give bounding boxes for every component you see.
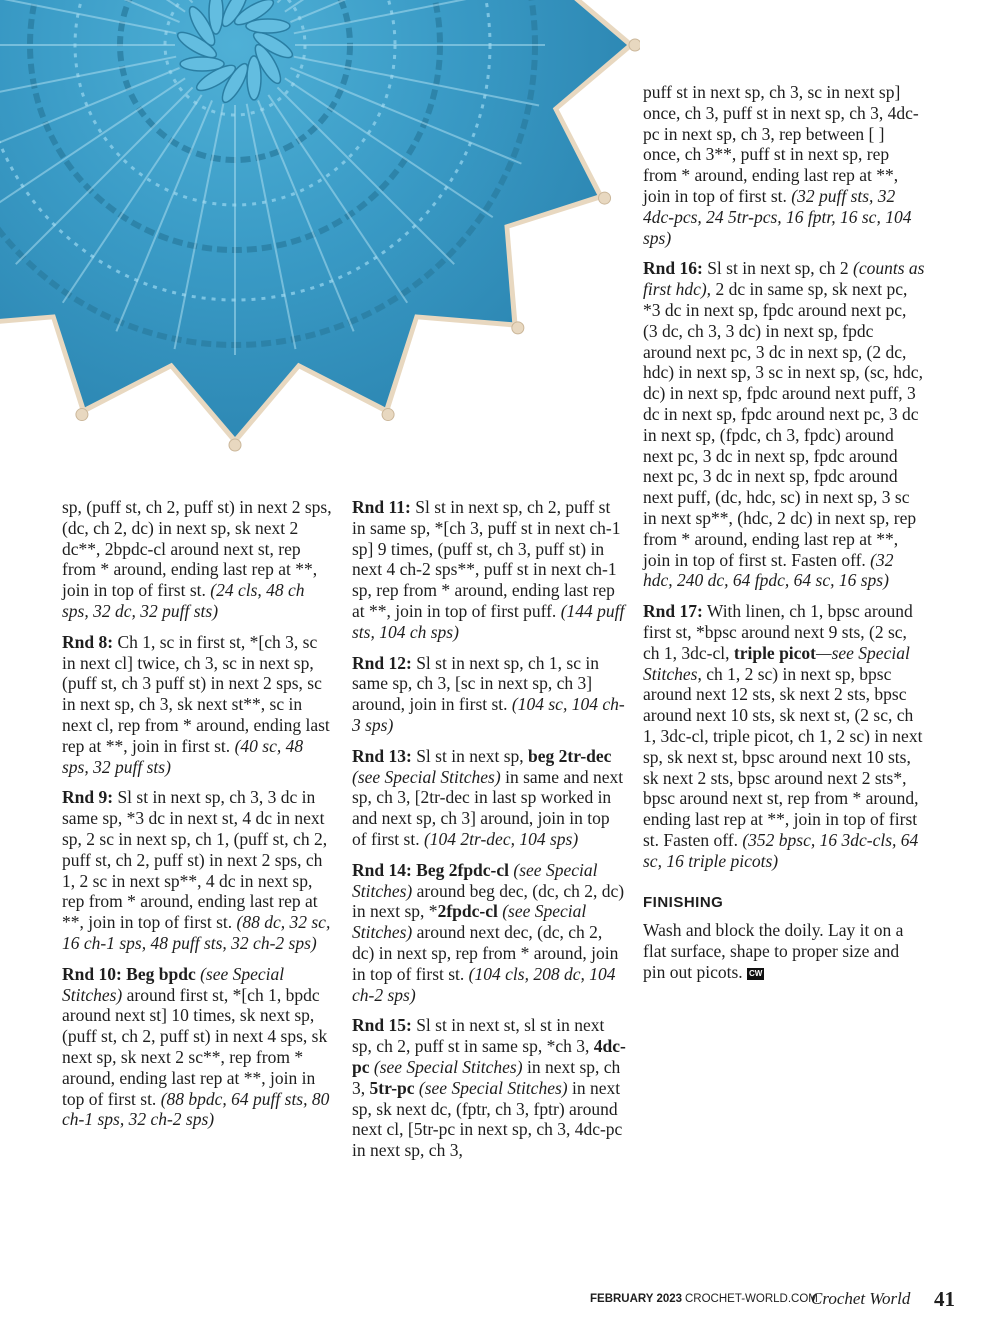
- cw-end-mark-icon: CW: [749, 968, 763, 978]
- triple-picot: [229, 439, 241, 451]
- footer-issue-date: FEBRUARY 2023: [590, 1293, 683, 1305]
- rnd-11: Rnd 11: Sl st in next sp, ch 2, puff st in same sp, *[ch 3, puff st in next ch-1 sp] 9 times, (puff st, ch 3, puff st) in next 4 ch-2 sps**, puff st in next ch-1 sp, rep from * around, ending last rep at **, join in top of first puff. (144 puff sts, 104 ch sps): [352, 497, 625, 642]
- doily-body: [0, 0, 640, 451]
- center-petal: [209, 0, 223, 34]
- triple-picot: [629, 39, 640, 51]
- triple-picot: [512, 322, 524, 334]
- rnd-16: Rnd 16: Sl st in next sp, ch 2 (counts as first hdc), 2 dc in same sp, sk next pc, *3 dc in next sp, fpdc around next pc, (3 dc, ch 3, 3 dc) in next sp, fpdc around next pc, 3 dc in next sp, (2 dc, hdc) in next sp, 3 sc in next sp, (sc, hdc, dc) in next sp, fpdc around next puff, 3 dc in next sp, fpdc around next pc, 3 dc in next sp, (fpdc, ch 3, fpdc) around next pc, 3 dc in next sp, fpdc around next pc, 3 dc in next sp, fpdc around next puff, (dc, hdc, sc) in next sp, 3 sc in next sp**, (hdc, 2 dc) in next sp, rep from * around, ending last rep at **, join in top of first st. Fasten off. (32 hdc, 240 dc, 64 fpdc, 64 sc, 16 sps): [643, 258, 925, 591]
- center-petal: [180, 57, 224, 71]
- footer-website: CROCHET-WORLD.COM: [685, 1293, 818, 1305]
- rnd-8: Rnd 8: Ch 1, sc in first st, *[ch 3, sc in next cl] twice, ch 3, sc in next sp, (puff st, ch 3 puff st) in next 2 sps, sc in next sp, ch 3, sk next st**, sc in next cl, rep from * around, ending last rep at **, join in first st. (40 sc, 48 sps, 32 puff sts): [62, 631, 330, 777]
- triple-picot: [599, 192, 611, 204]
- triple-picot: [76, 409, 88, 421]
- center-petal: [247, 56, 261, 100]
- finishing-text: Wash and block the doily. Lay it on a flat surface, shape to proper size and pin out picots. CW: [643, 920, 904, 982]
- doily-photo: [0, 0, 640, 490]
- column-2: [352, 497, 626, 1171]
- rnd-13: Rnd 13: Sl st in next sp, beg 2tr-dec (see Special Stitches) in same and next sp, ch 3, [2tr-dec in last sp worked in and next sp, ch 3] around, join in top of first st. (104 2tr-dec, 104 sps): [352, 745, 624, 849]
- rnd-15: Rnd 15: Sl st in next st, sl st in next sp, ch 2, puff st in same sp, *ch 3, 4dc-pc (see Special Stitches) in next sp, ch 3, 5tr-pc (see Special Stitches) in next sp, sk next dc, (fptr, ch 3, fptr) around next cl, [5tr-pc in next sp, ch 3, 4dc-pc in next sp, ch 3,: [352, 1015, 626, 1161]
- rnd-14: Rnd 14: Beg 2fpdc-cl (see Special Stitches) around beg dec, (dc, ch 2, dc) in next sp, *2fpdc-cl (see Special Stitches) around next dec, (dc, ch 2, dc) in next sp, rep from * around, join in top of first st. (104 cls, 208 dc, 104 ch-2 sps): [352, 859, 625, 1005]
- center-petal: [246, 19, 290, 33]
- column-3: [643, 82, 925, 993]
- page-number: 41: [934, 1287, 955, 1311]
- column-1: [62, 497, 334, 1140]
- page-footer: [560, 1288, 960, 1314]
- finishing-heading: FINISHING: [643, 894, 724, 912]
- rnd-9: Rnd 9: Sl st in next sp, ch 3, 3 dc in same sp, *3 dc in next st, 4 dc in next sp, 2 sc in next sp, ch 1, (puff st, ch 2, puff st, ch 2, puff st) in next 2 sps, ch 1, 2 sc in next sp**, 4 dc in next sp, rep from * around, ending last rep at **, join in top of first st. (88 dc, 32 sc, 16 ch-1 sps, 48 puff sts, 32 ch-2 sps): [62, 787, 331, 953]
- rnd-15-continued: puff st in next sp, ch 3, sc in next sp] once, ch 3, puff st in next sp, ch 3, 4dc-pc in next sp, ch 3, rep between [ ] once, ch 3**, puff st in next sp, rep from * around, ending last rep at **, join in top of first st. (32 puff sts, 32 4dc-pcs, 24 5tr-pcs, 16 fptr, 16 sc, 104 sps): [643, 82, 919, 248]
- rnd-17: Rnd 17: With linen, ch 1, bpsc around first st, *bpsc around next 9 sts, (2 sc, ch 1, 3dc-cl, triple picot—see Special Stitches, ch 1, 2 sc) in next sp, bpsc around next 12 sts, sk next 2 sts, bpsc around next 10 sts, sk next st, (2 sc, ch 1, 3dc-cl, triple picot, ch 1, 2 sc) in next sp, sk next st, bpsc around next 10 sts, sk next 2 sts, bpsc around next 2 sts*, bpsc around next st, rep from * around, ending last rep at **, join in top of first st. Fasten off. (352 bpsc, 16 3dc-cls, 64 sc, 16 triple picots): [643, 601, 923, 871]
- footer-magazine-name: Crochet World: [811, 1289, 911, 1308]
- rnd-12: Rnd 12: Sl st in next sp, ch 1, sc in same sp, ch 3, [sc in next sp, ch 3] around, join in first st. (104 sc, 104 ch-3 sps): [352, 652, 625, 735]
- rnd-10: Rnd 10: Beg bpdc (see Special Stitches) around first st, *[ch 1, bpdc around next st] 10 times, sk next sp, (puff st, ch 2, puff st) in next 4 sps, sk next sp, sk next 2 sc**, rep from * around, ending last rep at **, join in top of first st. (88 bpdc, 64 puff sts, 80 ch-1 sps, 32 ch-2 sps): [62, 963, 330, 1130]
- rnd-7-continued: sp, (puff st, ch 2, puff st) in next 2 sps, (dc, ch 2, dc) in next sp, sk next 2 dc**, 2bpdc-cl around next st, rep from * around, ending last rep at **, join in top of first st. (24 cls, 48 ch sps, 32 dc, 32 puff sts): [62, 497, 332, 621]
- triple-picot: [382, 409, 394, 421]
